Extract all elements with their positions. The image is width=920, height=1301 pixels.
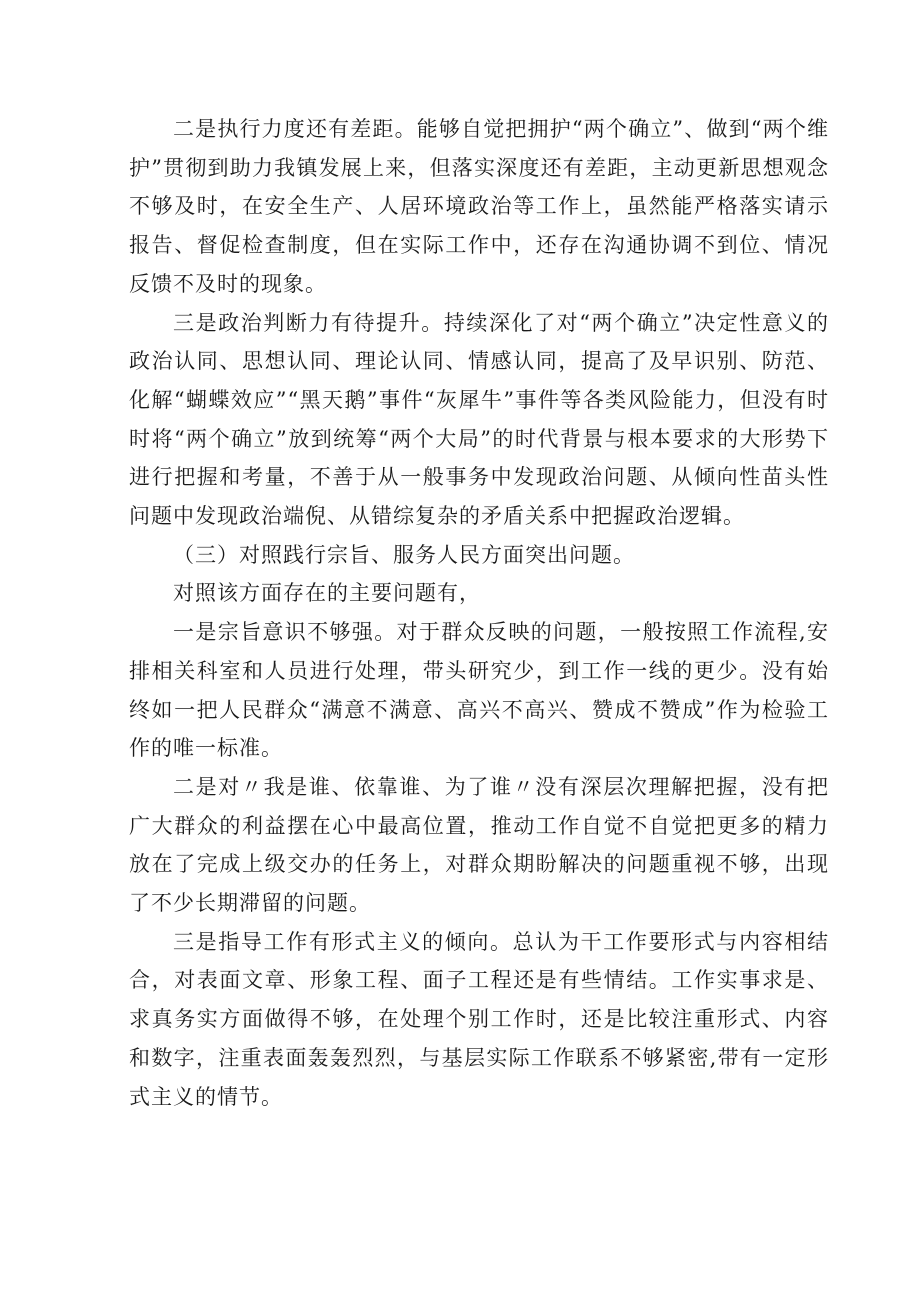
paragraph-formalism: 三是指导工作有形式主义的倾向。总认为干工作要形式与内容相结合，对表面文章、形象工程、面子工程还是有些情结。工作实事求是、求真务实方面做得不够，在处理个别工作时，还是比较注重形式、内容和数字，注重表面轰轰烈烈，与基层实际工作联系不够紧密,带有一定形式主义的情节。 — [129, 929, 829, 1109]
section-heading-serve-people: （三）对照践行宗旨、服务人民方面突出问题。 — [173, 542, 635, 567]
paragraph-execution-gap: 二是执行力度还有差距。能够自觉把拥护“两个确立”、做到“两个维护”贯彻到助力我镇发展上来，但落实深度还有差距，主动更新思想观念不够及时，在安全生产、人居环境政治等工作上，虽然能严格落实请示报告、督促检查制度，但在实际工作中，还存在沟通协调不到位、情况反馈不及时的现象。 — [129, 117, 829, 296]
paragraph-main-problems-intro: 对照该方面存在的主要问题有， — [173, 581, 481, 606]
paragraph-who-am-i: 二是对〃我是谁、依靠谁、为了谁〃没有深层次理解把握，没有把广大群众的利益摆在心中最高位置，推动工作自觉不自觉把更多的精力放在了完成上级交办的任务上，对群众期盼解决的问题重视不够，出现了不少长期滞留的问题。 — [129, 774, 829, 916]
document-body — [129, 110, 829, 1116]
paragraph-purpose-awareness: 一是宗旨意识不够强。对于群众反映的问题，一般按照工作流程,安排相关科室和人员进行处理，带头研究少，到工作一线的更少。没有始终如一把人民群众“满意不满意、高兴不高兴、赞成不赞成”作为检验工作的唯一标准。 — [129, 620, 829, 761]
paragraph-political-judgment: 三是政治判断力有待提升。持续深化了对“两个确立”决定性意义的政治认同、思想认同、理论认同、情感认同，提高了及早识别、防范、化解“蝴蝶效应”“黑天鹅”事件“灰犀牛”事件等各类风险能力，但没有时时将“两个确立”放到统筹“两个大局”的时代背景与根本要求的大形势下进行把握和考量，不善于从一般事务中发现政治问题、从倾向性苗头性问题中发现政治端倪、从错综复杂的矛盾关系中把握政治逻辑。 — [129, 310, 829, 529]
